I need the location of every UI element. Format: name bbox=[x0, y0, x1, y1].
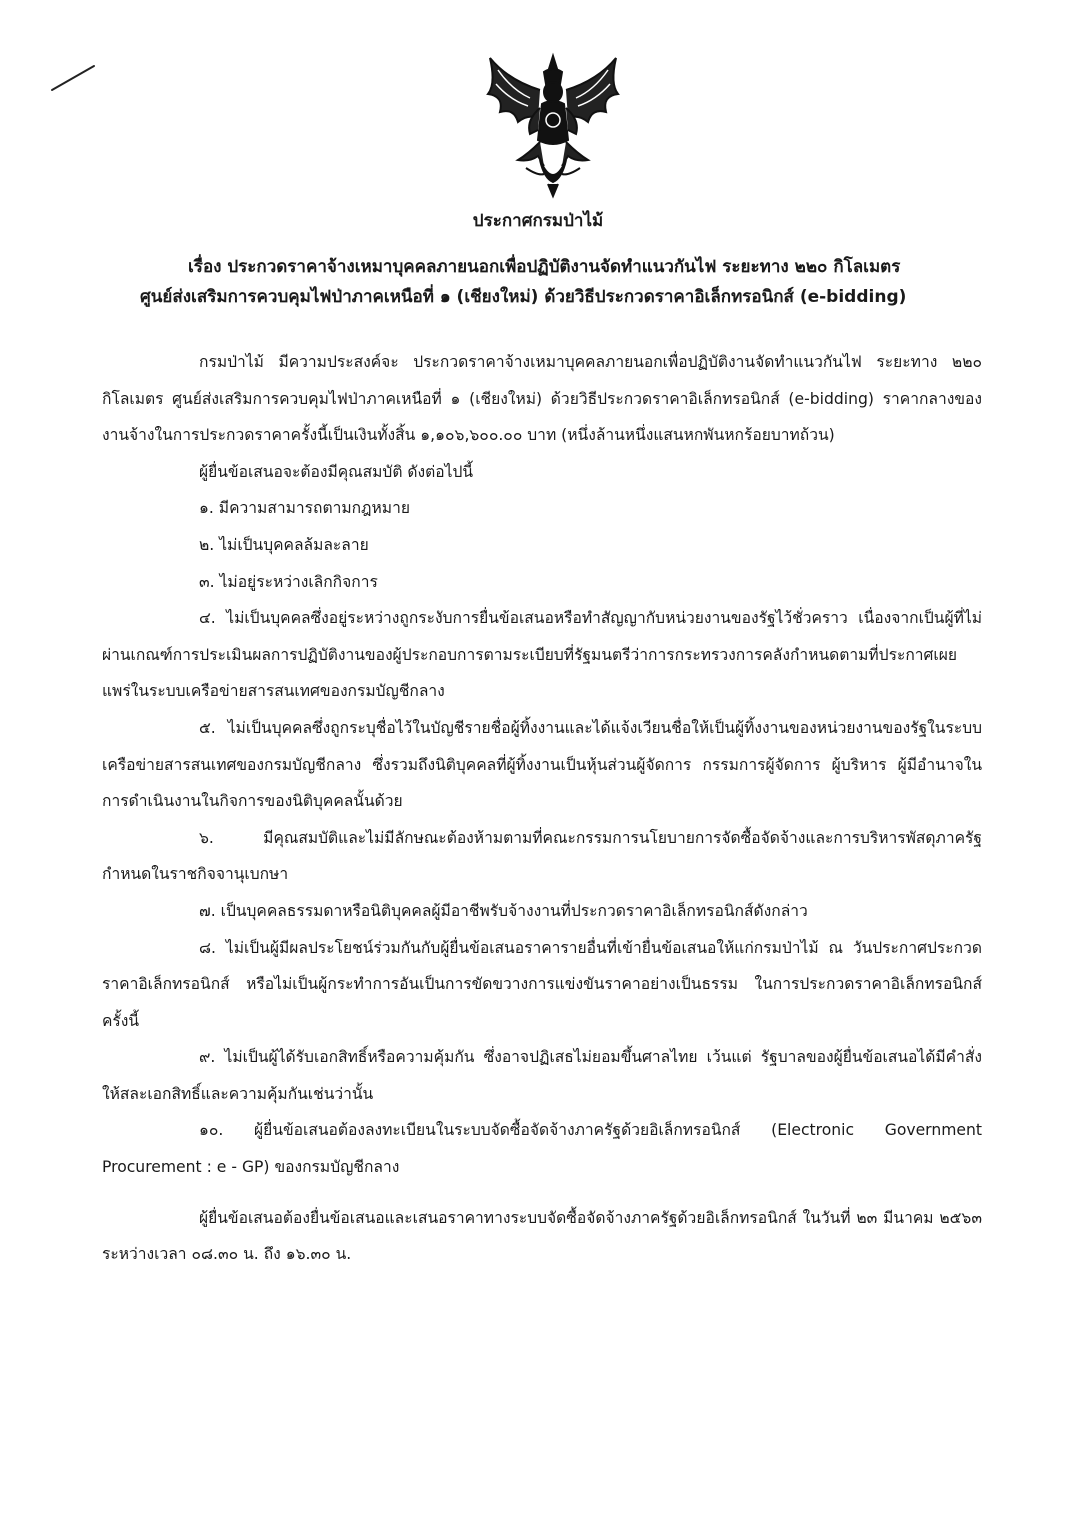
qualifications-heading: ผู้ยื่นข้อเสนอจะต้องมีคุณสมบัติ ดังต่อไปนี้ bbox=[199, 462, 474, 481]
qualification-item: ๔. ไม่เป็นบุคคลซึ่งอยู่ระหว่างถูกระงับการยื่นข้อเสนอหรือทำสัญญากับหน่วยงานของรัฐไว้ชั่วคราว เนื่องจากเป็นผู้ที่ไม่ผ่านเกณฑ์การประเมินผลการปฏิบัติงานของผู้ประกอบการตามระเบียบที่รัฐมนตรีว่าการกระทรวงการคลังกำหนดตามที่ประกาศเผยแพร่ในระบบเครือข่ายสารสนเทศของกรมบัญชีกลาง bbox=[102, 609, 982, 701]
pen-stroke-mark bbox=[50, 62, 96, 92]
subject-line-2: ศูนย์ส่งเสริมการควบคุมไฟป่าภาคเหนือที่ ๑ (เชียงใหม่) ด้วยวิธีประกวดราคาอิเล็กทรอนิกส์ (e-bidding) bbox=[140, 287, 907, 307]
qualification-item: ๑. มีความสามารถตามกฎหมาย bbox=[199, 499, 410, 518]
subject-line-1: เรื่อง ประกวดราคาจ้างเหมาบุคคลภายนอกเพื่อปฏิบัติงานจัดทำแนวกันไฟ ระยะทาง ๒๒๐ กิโลเมตร bbox=[188, 257, 901, 277]
document-body bbox=[102, 344, 982, 1273]
qualification-item: ๓. ไม่อยู่ระหว่างเลิกกิจการ bbox=[199, 572, 378, 591]
qualification-item: ๗. เป็นบุคคลธรรมดาหรือนิติบุคคลผู้มีอาชีพรับจ้างงานที่ประกวดราคาอิเล็กทรอนิกส์ดังกล่าว bbox=[199, 901, 808, 920]
qualification-item: ๕. ไม่เป็นบุคคลซึ่งถูกระบุชื่อไว้ในบัญชีรายชื่อผู้ทิ้งงานและได้แจ้งเวียนชื่อให้เป็นผู้ทิ้งงานของหน่วยงานของรัฐในระบบเครือข่ายสารสนเทศของกรมบัญชีกลาง ซึ่งรวมถึงนิติบุคคลที่ผู้ทิ้งงานเป็นหุ้นส่วนผู้จัดการ กรรมการผู้จัดการ ผู้บริหาร ผู้มีอำนาจในการดำเนินงานในกิจการของนิติบุคคลนั้นด้วย bbox=[102, 718, 982, 811]
qualification-item: ๑๐. ผู้ยื่นข้อเสนอต้องลงทะเบียนในระบบจัดซื้อจัดจ้างภาครัฐด้วยอิเล็กทรอนิกส์ (Electronic Government Procurement : e - GP) ของกรมบัญชีกลาง bbox=[102, 1121, 982, 1177]
garuda-emblem-icon bbox=[478, 50, 628, 200]
qualification-item: ๙. ไม่เป็นผู้ได้รับเอกสิทธิ์หรือความคุ้มกัน ซึ่งอาจปฏิเสธไม่ยอมขึ้นศาลไทย เว้นแต่ รัฐบาลของผู้ยื่นข้อเสนอได้มีคำสั่งให้สละเอกสิทธิ์และความคุ้มกันเช่นว่านั้น bbox=[102, 1048, 982, 1103]
intro-paragraph: กรมป่าไม้ มีความประสงค์จะ ประกวดราคาจ้างเหมาบุคคลภายนอกเพื่อปฏิบัติงานจัดทำแนวกันไฟ ระยะทาง ๒๒๐ กิโลเมตร ศูนย์ส่งเสริมการควบคุมไฟป่าภาคเหนือที่ ๑ (เชียงใหม่) ด้วยวิธีประกวดราคาอิเล็กทรอนิกส์ (e-bidding) ราคากลางของงานจ้างในการประกวดราคาครั้งนี้เป็นเงินทั้งสิ้น ๑,๑๐๖,๖๐๐.๐๐ บาท (หนึ่งล้านหนึ่งแสนหกพันหกร้อยบาทถ้วน) bbox=[102, 353, 982, 445]
qualification-item: ๒. ไม่เป็นบุคคลล้มละลาย bbox=[199, 535, 369, 554]
announcement-title: ประกาศกรมป่าไม้ bbox=[472, 211, 604, 231]
qualification-item: ๖. มีคุณสมบัติและไม่มีลักษณะต้องห้ามตามที่คณะกรรมการนโยบายการจัดซื้อจัดจ้างและการบริหารพัสดุภาครัฐกำหนดในราชกิจจานุเบกษา bbox=[102, 828, 982, 884]
submission-paragraph: ผู้ยื่นข้อเสนอต้องยื่นข้อเสนอและเสนอราคาทางระบบจัดซื้อจัดจ้างภาครัฐด้วยอิเล็กทรอนิกส์ ในวันที่ ๒๓ มีนาคม ๒๕๖๓ ระหว่างเวลา ๐๘.๓๐ น. ถึง ๑๖.๓๐ น. bbox=[102, 1208, 982, 1264]
qualification-item: ๘. ไม่เป็นผู้มีผลประโยชน์ร่วมกันกับผู้ยื่นข้อเสนอราคารายอื่นที่เข้ายื่นข้อเสนอให้แก่กรมป่าไม้ ณ วันประกาศประกวดราคาอิเล็กทรอนิกส์ หรือไม่เป็นผู้กระทำการอันเป็นการขัดขวางการแข่งขันราคาอย่างเป็นธรรม ในการประกวดราคาอิเล็กทรอนิกส์ครั้งนี้ bbox=[102, 938, 982, 1030]
